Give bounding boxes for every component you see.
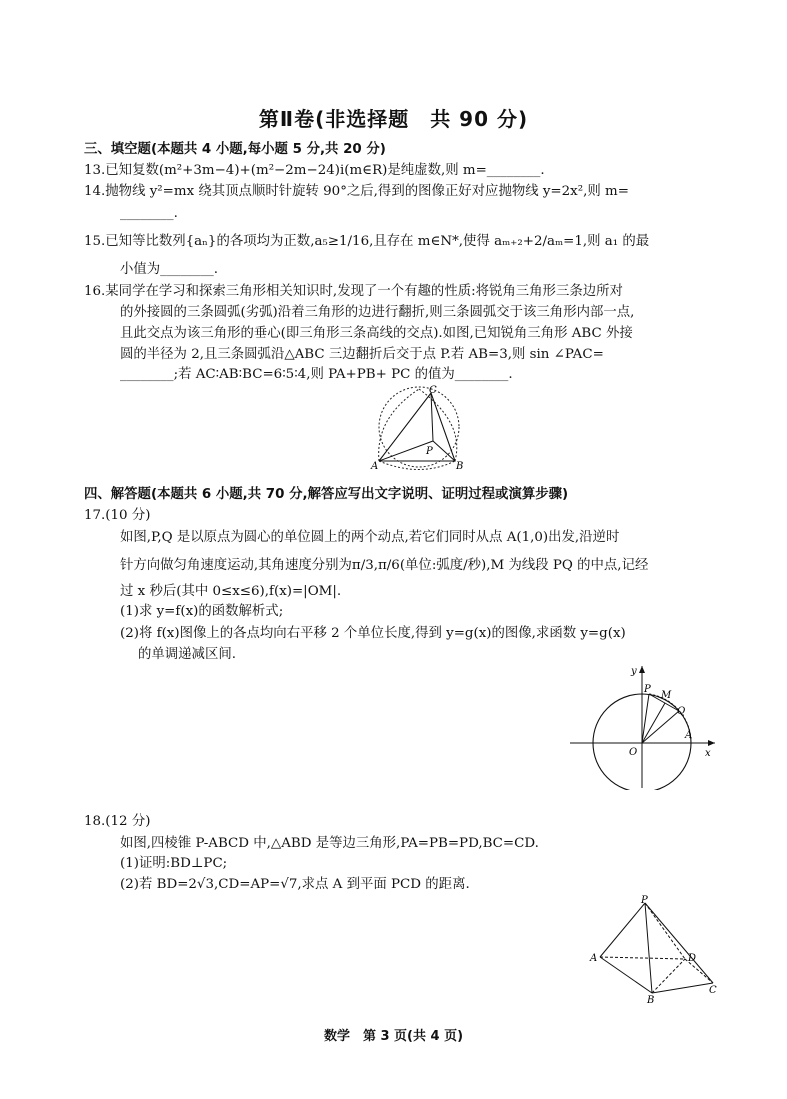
label-A: A — [371, 461, 379, 472]
page-title: 第Ⅱ卷(非选择题 共 90 分) — [258, 107, 529, 131]
label-C: C — [709, 985, 717, 996]
figure-16-triangle — [365, 383, 475, 475]
question-14-line1: 14.抛物线 y²=mx 绕其顶点顺时针旋转 90°之后,得到的图像正好对应抛物线 y=2x²,则 m= — [84, 184, 629, 199]
label-x: x — [705, 748, 711, 759]
circumcircle — [379, 387, 459, 467]
question-13: 13.已知复数(m²+3m−4)+(m²−2m−24)i(m∈R)是纯虚数,则 m=________. — [84, 163, 545, 178]
section4-header: 四、解答题(本题共 6 小题,共 70 分,解答应写出文字说明、证明过程或演算步骤) — [84, 487, 569, 502]
label-M: M — [661, 690, 672, 701]
label-A: A — [590, 953, 598, 964]
question-17-part2-line2: 的单调递减区间. — [138, 647, 236, 662]
label-P: P — [426, 446, 433, 457]
question-16-line1: 16.某同学在学习和探索三角形相关知识时,发现了一个有趣的性质:将锐角三角形三条边所对 — [84, 284, 623, 299]
question-15-line1: 15.已知等比数列{aₙ}的各项均为正数,a₅≥1/16,且存在 m∈N*,使得 aₘ₊₂+2/aₘ=1,则 a₁ 的最 — [84, 234, 650, 249]
question-15-line2: 小值为________. — [120, 262, 218, 277]
question-16-line4: 圆的半径为 2,且三条圆弧沿△ABC 三边翻折后交于点 P.若 AB=3,则 sin ∠PAC= — [120, 347, 604, 362]
question-18-part1: (1)证明:BD⊥PC; — [120, 856, 228, 871]
question-16-line2: 的外接圆的三条圆弧(劣弧)沿着三角形的边进行翻折,则三条圆弧交于该三角形内部一点, — [120, 305, 635, 320]
label-D: D — [688, 953, 697, 964]
question-17-part1: (1)求 y=f(x)的函数解析式; — [120, 604, 284, 619]
label-O: O — [629, 747, 638, 758]
figure-18-pyramid — [585, 895, 720, 1003]
question-17-line1: 如图,P,Q 是以原点为圆心的单位圆上的两个动点,若它们同时从点 A(1,0)出发,沿逆时 — [120, 530, 620, 545]
question-16-line3: 且此交点为该三角形的垂心(即三角形三条高线的交点).如图,已知锐角三角形 ABC 外接 — [120, 326, 633, 341]
question-18-line1: 如图,四棱锥 P-ABCD 中,△ABD 是等边三角形,PA=PB=PD,BC=CD. — [120, 836, 539, 851]
question-14-line2: ________. — [120, 206, 178, 221]
label-y: y — [631, 666, 637, 677]
figure-17-unit-circle — [565, 660, 720, 790]
question-17-part2-line1: (2)将 f(x)图像上的各点均向右平移 2 个单位长度,得到 y=g(x)的图像,求函数 y=g(x) — [120, 626, 626, 641]
question-16-line5: ________;若 AC∶AB∶BC=6∶5∶4,则 PA+PB+ PC 的值为________. — [120, 367, 513, 382]
label-B: B — [647, 995, 655, 1003]
label-C: C — [429, 385, 437, 396]
page-footer: 数学 第 3 页(共 4 页) — [323, 1029, 464, 1044]
label-B: B — [456, 461, 464, 472]
label-P: P — [644, 684, 651, 695]
question-17-line3: 过 x 秒后(其中 0≤x≤6),f(x)=|OM|. — [120, 584, 342, 599]
label-A: A — [685, 730, 693, 741]
label-P: P — [641, 895, 648, 906]
label-Q: Q — [677, 706, 686, 717]
question-18-part2: (2)若 BD=2√3,CD=AP=√7,求点 A 到平面 PCD 的距离. — [120, 877, 470, 892]
section3-header: 三、填空题(本题共 4 小题,每小题 5 分,共 20 分) — [84, 142, 386, 157]
question-18-score: 18.(12 分) — [84, 814, 151, 829]
question-17-line2: 针方向做匀角速度运动,其角速度分别为π/3,π/6(单位:弧度/秒),M 为线段 PQ 的中点,记经 — [120, 558, 649, 573]
question-17-score: 17.(10 分) — [84, 508, 151, 523]
